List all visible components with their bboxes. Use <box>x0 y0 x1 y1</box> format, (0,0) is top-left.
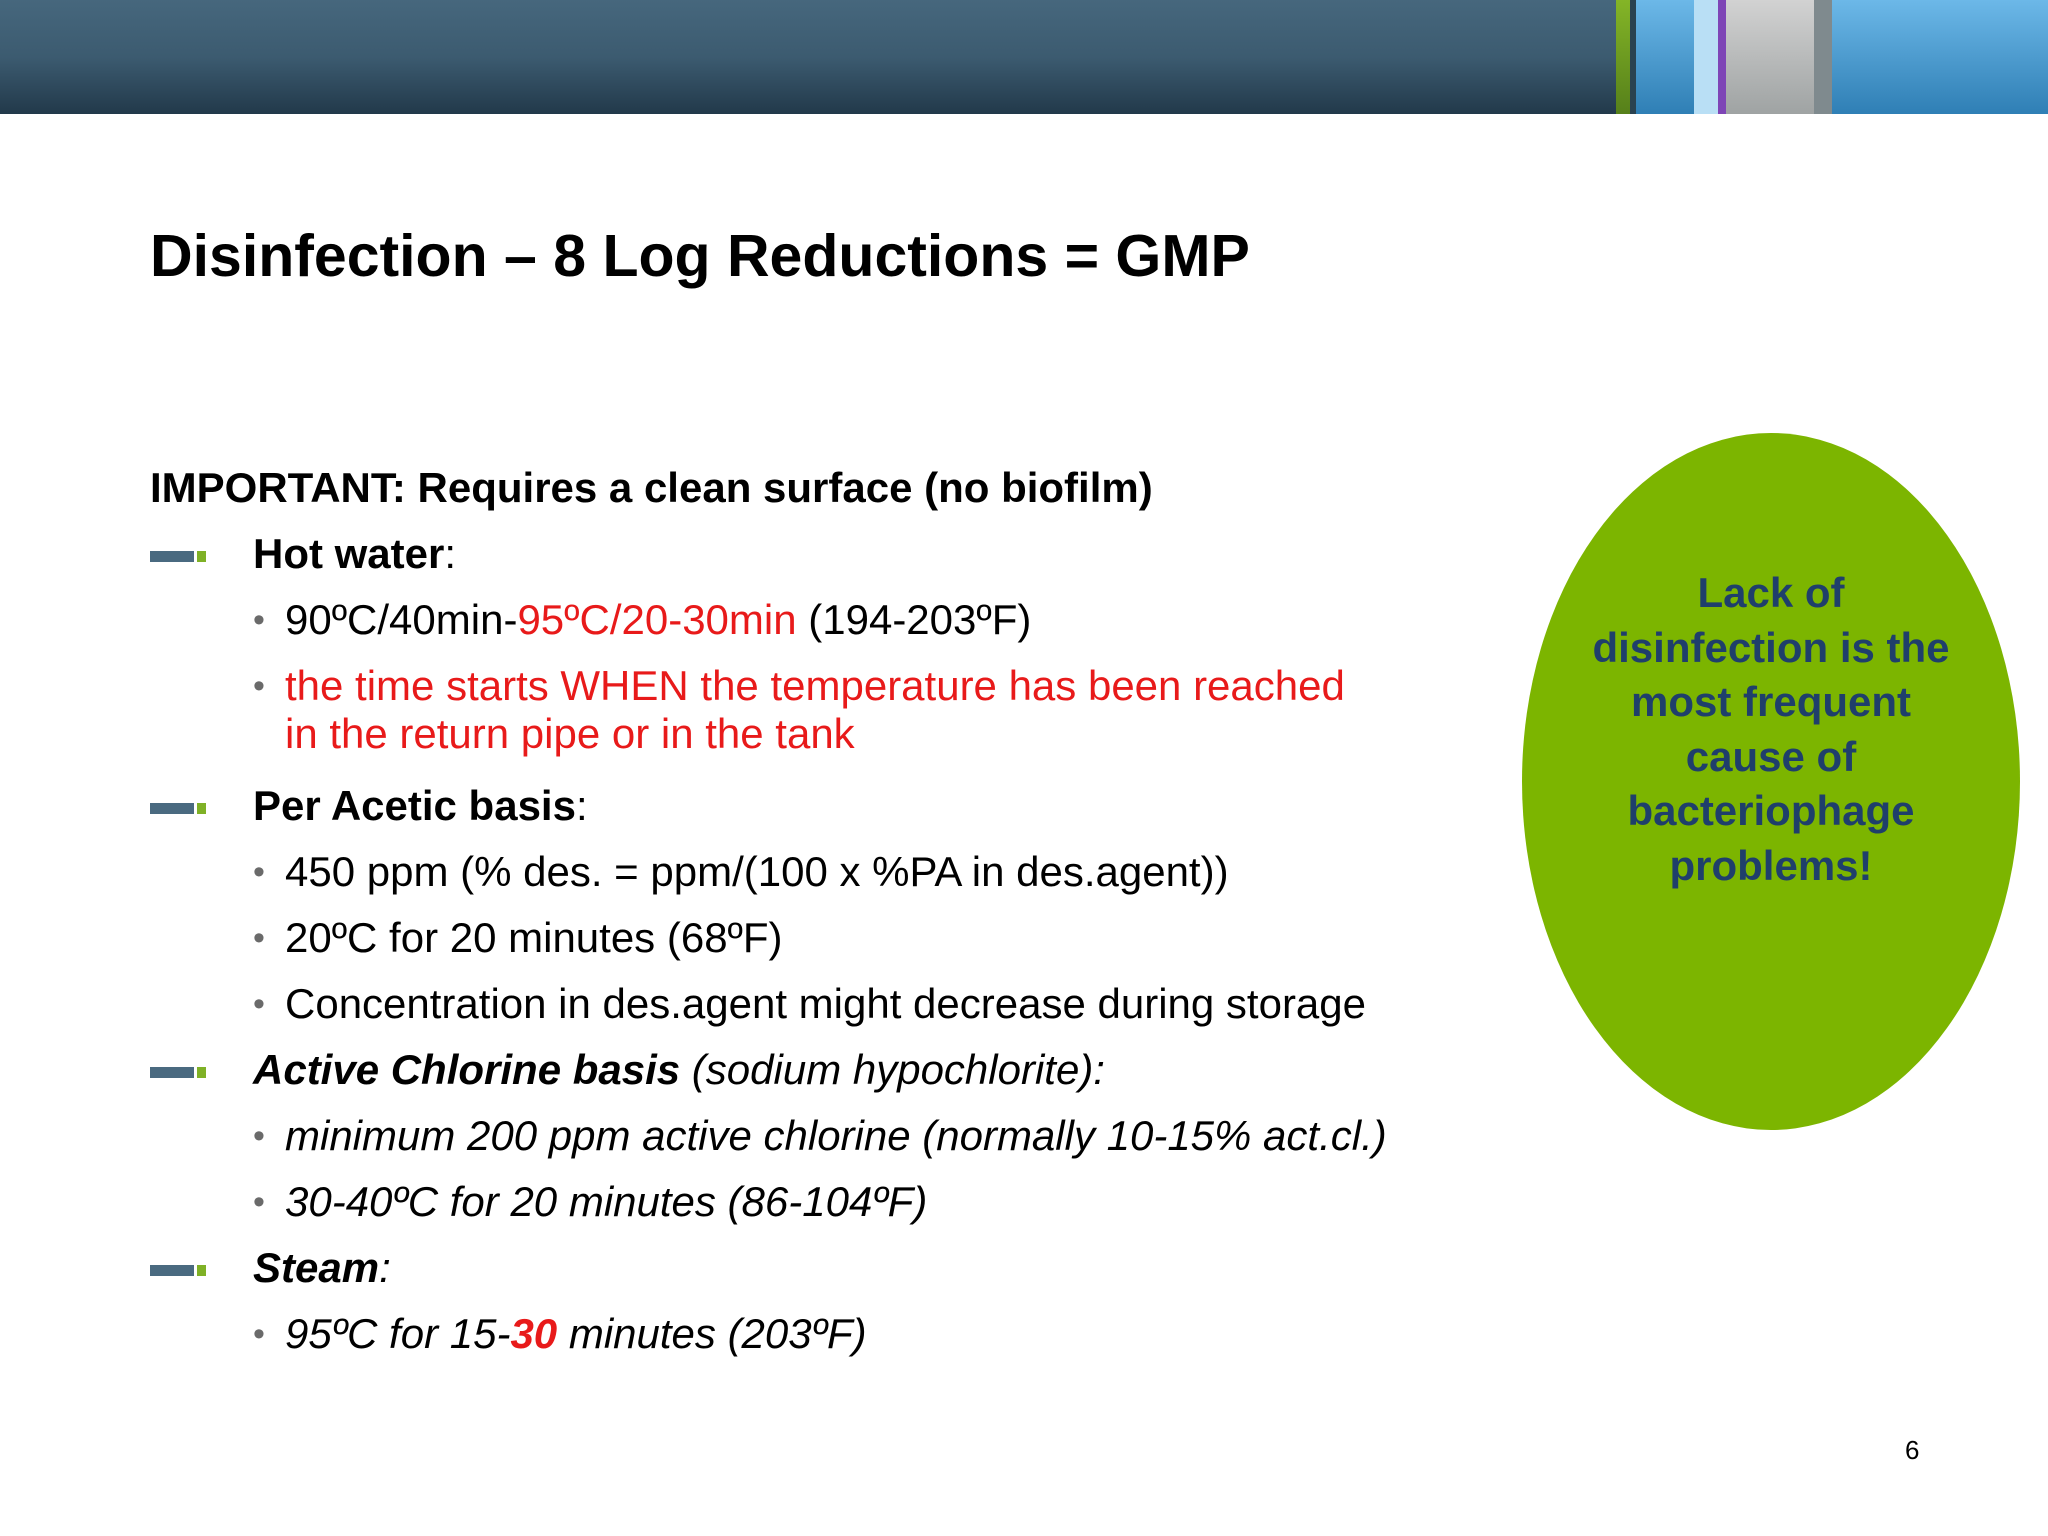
section-heading: Steam <box>253 1244 380 1291</box>
list-item <box>150 905 1530 971</box>
list-item-text: Concentration in des.agent might decrease during storage <box>285 980 1367 1027</box>
section-heading-suffix: (sodium hypochlorite): <box>680 1046 1105 1093</box>
dash-bullet-icon <box>150 1067 210 1078</box>
list-item-continuation <box>150 707 1530 773</box>
list-item-text: the time starts WHEN the temperature has been reached <box>285 662 1345 709</box>
dot-bullet-icon: • <box>253 667 265 705</box>
list-item-text: 95ºC for 15- <box>285 1310 511 1357</box>
section-steam <box>150 1235 1530 1301</box>
header-accent-green <box>1616 0 1630 114</box>
dot-bullet-icon: • <box>253 853 265 891</box>
callout-circle <box>1522 433 2020 1130</box>
callout-text: Lack of disinfection is the most frequent cause of bacteriophage problems! <box>1592 569 1950 889</box>
header-accent-darkgray <box>1814 0 1832 114</box>
list-item-text: 30-40ºC for 20 minutes (86-104ºF) <box>285 1178 928 1225</box>
dot-bullet-icon: • <box>253 1117 265 1155</box>
slide-content <box>150 455 1530 1367</box>
list-item-text: minimum 200 ppm active chlorine (normally 10-15% act.cl.) <box>285 1112 1387 1159</box>
dash-bullet-icon <box>150 551 210 562</box>
list-item <box>150 1103 1530 1169</box>
section-per-acetic <box>150 773 1530 839</box>
section-hot-water <box>150 521 1530 587</box>
dot-bullet-icon: • <box>253 985 265 1023</box>
list-item-text: in the return pipe or in the tank <box>285 710 855 757</box>
header-accent-blue-end <box>1832 0 2048 114</box>
section-heading: Active Chlorine basis <box>253 1046 681 1093</box>
dot-bullet-icon: • <box>253 601 265 639</box>
list-item-text-highlight: 30 <box>510 1310 558 1357</box>
header-accent-gray <box>1726 0 1814 114</box>
dash-bullet-icon <box>150 1265 210 1276</box>
header-accent-purple <box>1718 0 1726 114</box>
list-item <box>150 1169 1530 1235</box>
section-heading-suffix: : <box>379 1244 391 1291</box>
list-item <box>150 839 1530 905</box>
header-accent-lightblue <box>1694 0 1718 114</box>
section-heading: Per Acetic basis <box>253 782 576 829</box>
list-item-text-highlight: 95ºC/20-30min <box>517 596 797 643</box>
section-heading: Hot water <box>253 530 445 577</box>
list-item-text: minutes (203ºF) <box>557 1310 867 1357</box>
dot-bullet-icon: • <box>253 1183 265 1221</box>
section-heading-suffix: : <box>444 530 457 577</box>
important-note: IMPORTANT: Requires a clean surface (no biofilm) <box>150 464 1153 511</box>
dash-bullet-icon <box>150 803 210 814</box>
list-item-text: 20ºC for 20 minutes (68ºF) <box>285 914 783 961</box>
list-item <box>150 971 1530 1037</box>
header-bar <box>0 0 2048 114</box>
list-item-text: (194-203ºF) <box>796 596 1032 643</box>
section-chlorine <box>150 1037 1530 1103</box>
section-heading-suffix: : <box>575 782 588 829</box>
list-item-text: 450 ppm (% des. = ppm/(100 x %PA in des.agent)) <box>285 848 1229 895</box>
slide-title: Disinfection – 8 Log Reductions = GMP <box>150 223 1250 289</box>
page-number: 6 <box>1905 1435 1920 1465</box>
list-item <box>150 587 1530 653</box>
list-item-text: 90ºC/40min- <box>285 596 518 643</box>
header-accent-blue <box>1636 0 1694 114</box>
list-item <box>150 653 1530 707</box>
list-item <box>150 1301 1530 1367</box>
dot-bullet-icon: • <box>253 1315 265 1353</box>
dot-bullet-icon: • <box>253 919 265 957</box>
